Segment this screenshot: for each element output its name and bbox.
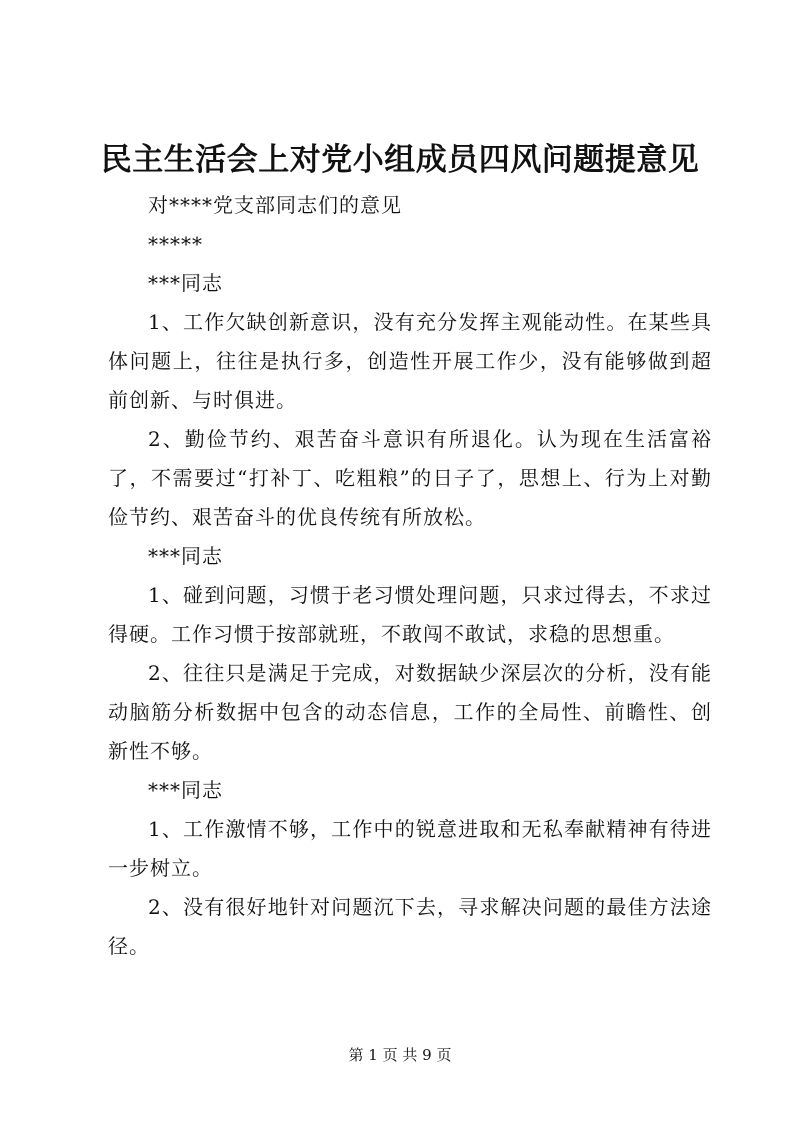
- document-title: 民主生活会上对党小组成员四风问题提意见: [100, 142, 700, 178]
- comrade-heading: ***同志: [148, 271, 223, 295]
- opinion-paragraph: 1、碰到问题，习惯于老习惯处理问题，只求过得去，不求过得硬。工作习惯于按部就班，不敢闯不敢试，求稳的思想重。: [108, 583, 712, 646]
- opinion-paragraph: 1、工作激情不够，工作中的锐意进取和无私奉献精神有待进一步树立。: [108, 817, 712, 880]
- opinion-paragraph: 2、勤俭节约、艰苦奋斗意识有所退化。认为现在生活富裕了，不需要过“打补丁、吃粗粮”的日子了，思想上、行为上对勤俭节约、艰苦奋斗的优良传统有所放松。: [108, 427, 712, 529]
- opinion-paragraph: 1、工作欠缺创新意识，没有充分发挥主观能动性。在某些具体问题上，往往是执行多，创造性开展工作少，没有能够做到超前创新、与时俱进。: [108, 310, 712, 412]
- addressee-line: 对****党支部同志们的意见: [148, 193, 402, 217]
- opinion-paragraph: 2、没有很好地针对问题沉下去，寻求解决问题的最佳方法途径。: [108, 895, 712, 958]
- section-heading: *****: [148, 232, 203, 256]
- opinion-paragraph: 2、往往只是满足于完成，对数据缺少深层次的分析，没有能动脑筋分析数据中包含的动态信息，工作的全局性、前瞻性、创新性不够。: [108, 661, 712, 763]
- document-body: [108, 186, 712, 966]
- comrade-heading: ***同志: [148, 778, 223, 802]
- comrade-heading: ***同志: [148, 544, 223, 568]
- page-number-footer: 第 1 页 共 9 页: [348, 1046, 452, 1064]
